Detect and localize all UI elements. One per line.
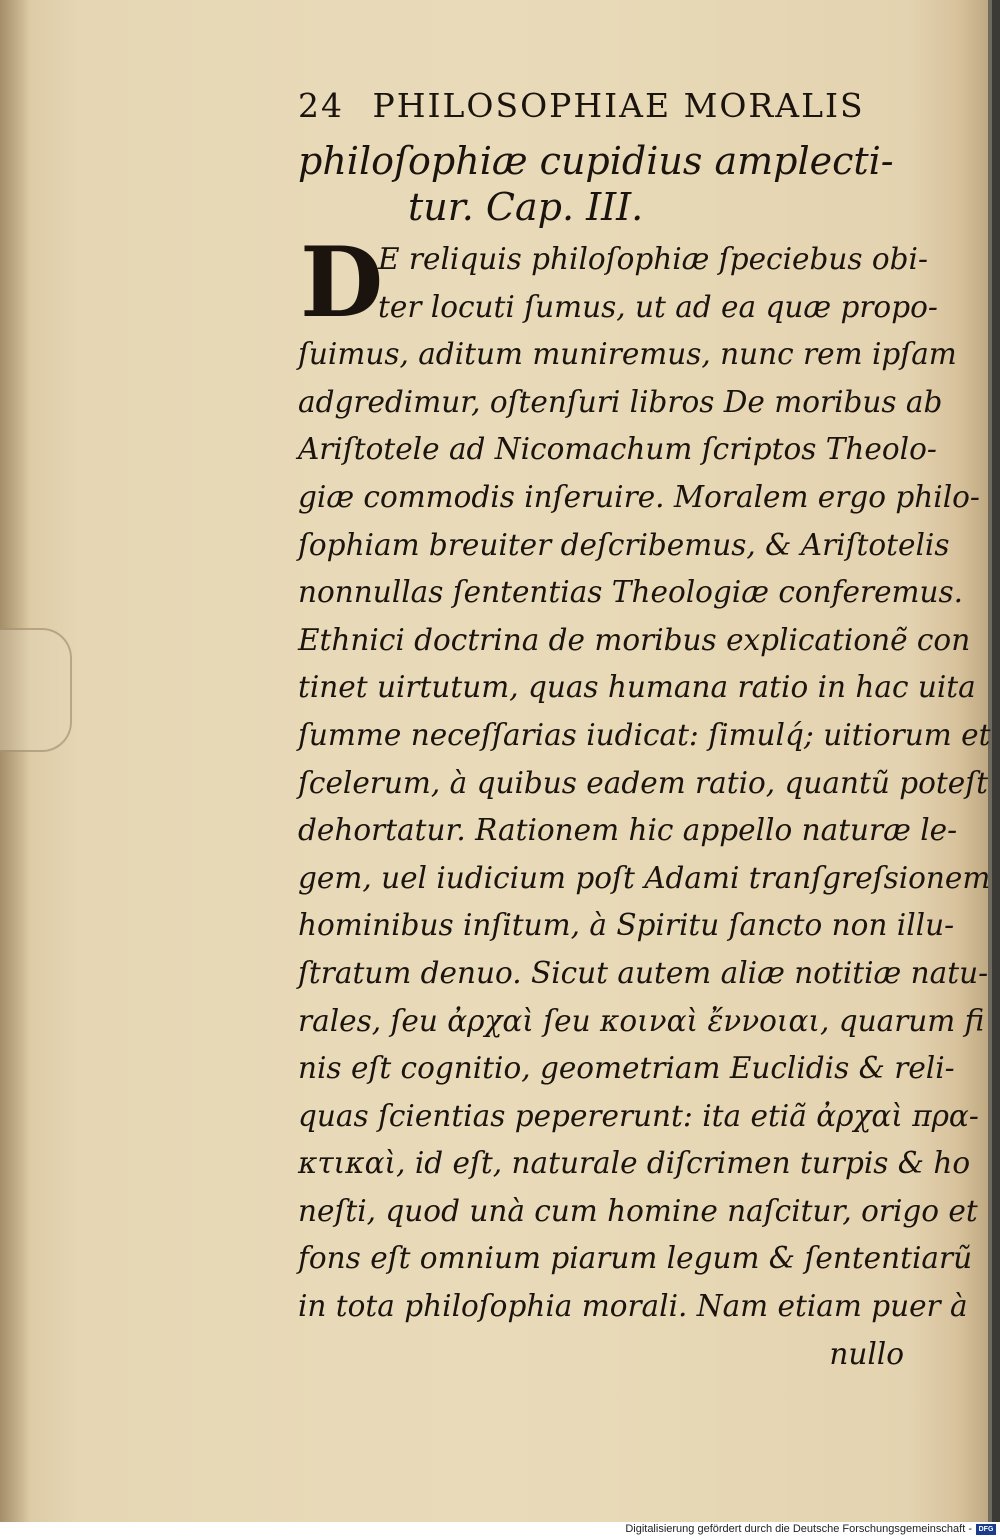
catchword: nullo <box>829 1336 904 1371</box>
text-line: gem, uel iudicium poſt Adami tranſgreſsionem <box>298 860 991 895</box>
page-clip <box>0 628 72 752</box>
text-line: fons eſt omnium piarum legum & ſententiarũ <box>298 1241 973 1276</box>
text-line: rales, ſeu ἀρχαὶ ſeu κοιναὶ ἔννοιαι, quarum fi <box>298 1003 985 1038</box>
text-line: E reliquis philoſophiæ ſpeciebus obi- <box>378 242 928 276</box>
text-line: ſuimus, aditum muniremus, nunc rem ipſam <box>298 337 957 372</box>
text-line: ſophiam breuiter deſcribemus, & Ariſtotelis <box>298 527 950 562</box>
text-line: hominibus inſitum, à Spiritu ſancto non illu- <box>298 908 955 943</box>
text-line: ſtratum denuo. Sicut autem aliæ notitiæ natu- <box>298 955 989 990</box>
text-line: ter locuti ſumus, ut ad ea quæ propo- <box>378 289 938 324</box>
text-line: Ariſtotele ad Nicomachum ſcriptos Theolo- <box>298 432 937 467</box>
text-line: adgredimur, oſtenſuri libros De moribus ab <box>298 384 943 419</box>
running-head-title: PHILOSOPHIAE MORALIS <box>372 86 865 125</box>
text-line: dehortatur. Rationem hic appello naturæ le- <box>298 813 958 848</box>
text-line: Ethnici doctrina de moribus explicationẽ con <box>298 622 971 657</box>
digitization-footer <box>0 1522 1000 1537</box>
page-text <box>298 80 991 1378</box>
text-line: quas ſcientias pepererunt: ita etiã ἀρχαὶ πρα- <box>298 1098 979 1133</box>
body-text <box>298 226 991 1378</box>
drop-cap: D <box>300 226 384 339</box>
chapter-heading <box>298 138 918 230</box>
text-line: ſcelerum, à quibus eadem ratio, quantũ poteſt <box>298 765 988 800</box>
page-number: 24 <box>298 86 344 125</box>
chapter-heading-line-1: philoſophiæ cupidius amplecti- <box>298 139 894 183</box>
running-head <box>298 80 918 132</box>
dfg-logo-icon: DFG <box>976 1524 996 1535</box>
footer-credit: Digitalisierung gefördert durch die Deutsche Forschungsgemeinschaft - <box>625 1523 972 1535</box>
text-line: ſumme neceſſarias iudicat: ſimulq́; uitiorum et <box>298 717 991 752</box>
text-line: κτικαὶ, id eſt, naturale diſcrimen turpis & ho <box>298 1146 971 1181</box>
chapter-heading-line-2: tur. Cap. III. <box>408 185 644 229</box>
text-line: nonnullas ſententias Theologiæ conferemus. <box>298 575 964 610</box>
text-line: tinet uirtutum, quas humana ratio in hac uita <box>298 670 976 705</box>
text-line: in tota philoſophia morali. Nam etiam puer à <box>298 1289 968 1324</box>
text-line: neſti, quod unà cum homine naſcitur, origo et <box>298 1193 978 1228</box>
text-line: nis eſt cognitio, geometriam Euclidis & reli- <box>298 1051 955 1086</box>
text-line: giæ commodis inſeruire. Moralem ergo philo- <box>298 479 980 514</box>
